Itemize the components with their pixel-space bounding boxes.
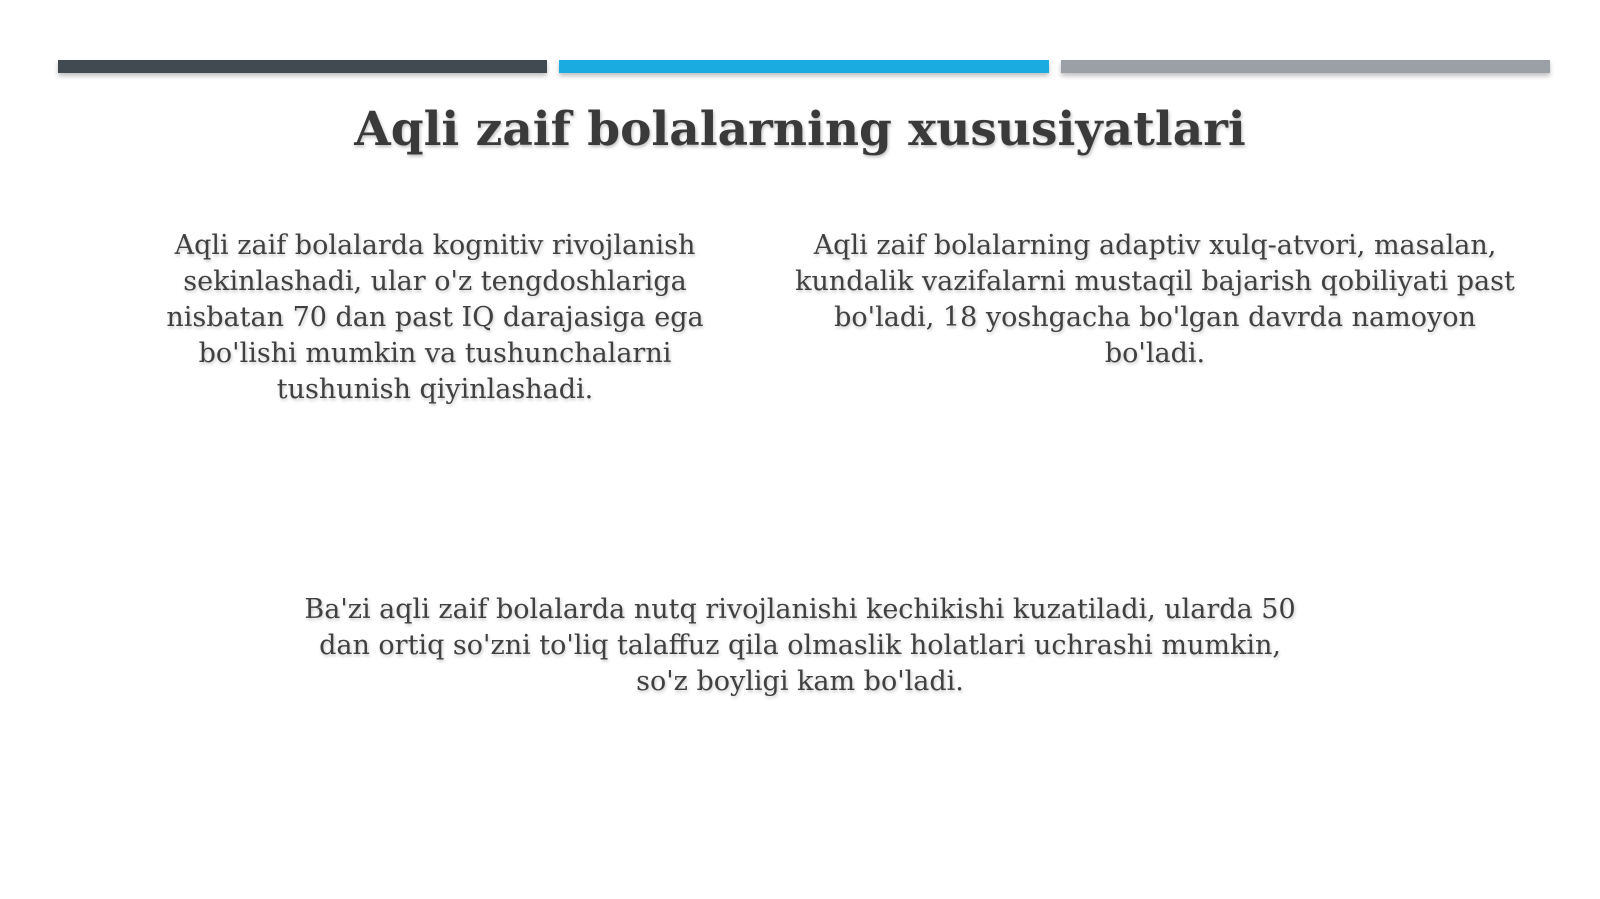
top-bar-blue — [559, 60, 1048, 73]
decorative-top-bars — [58, 60, 1550, 74]
text-block-speech: Ba'zi aqli zaif bolalarda nutq rivojlanishi kechikishi kuzatiladi, ularda 50 dan ortiq so'zni to'liq talaffuz qila olmaslik holatlari uchrashi mumkin, so'z boyligi kam bo'ladi. — [304, 594, 1296, 697]
top-bar-dark — [58, 60, 547, 73]
slide-title: Aqli zaif bolalarning xususiyatlari — [354, 102, 1246, 157]
top-bar-gray — [1061, 60, 1550, 73]
text-block-adaptive: Aqli zaif bolalarning adaptiv xulq-atvori, masalan, kundalik vazifalarni mustaqil bajarish qobiliyati past bo'ladi, 18 yoshgacha bo'lgan davrda namoyon bo'ladi. — [795, 230, 1515, 369]
text-block-cognitive: Aqli zaif bolalarda kognitiv rivojlanish sekinlashadi, ular o'z tengdoshlariga nisbatan 70 dan past IQ darajasiga ega bo'lishi mumkin va tushunchalarni tushunish qiyinlashadi. — [166, 230, 704, 405]
